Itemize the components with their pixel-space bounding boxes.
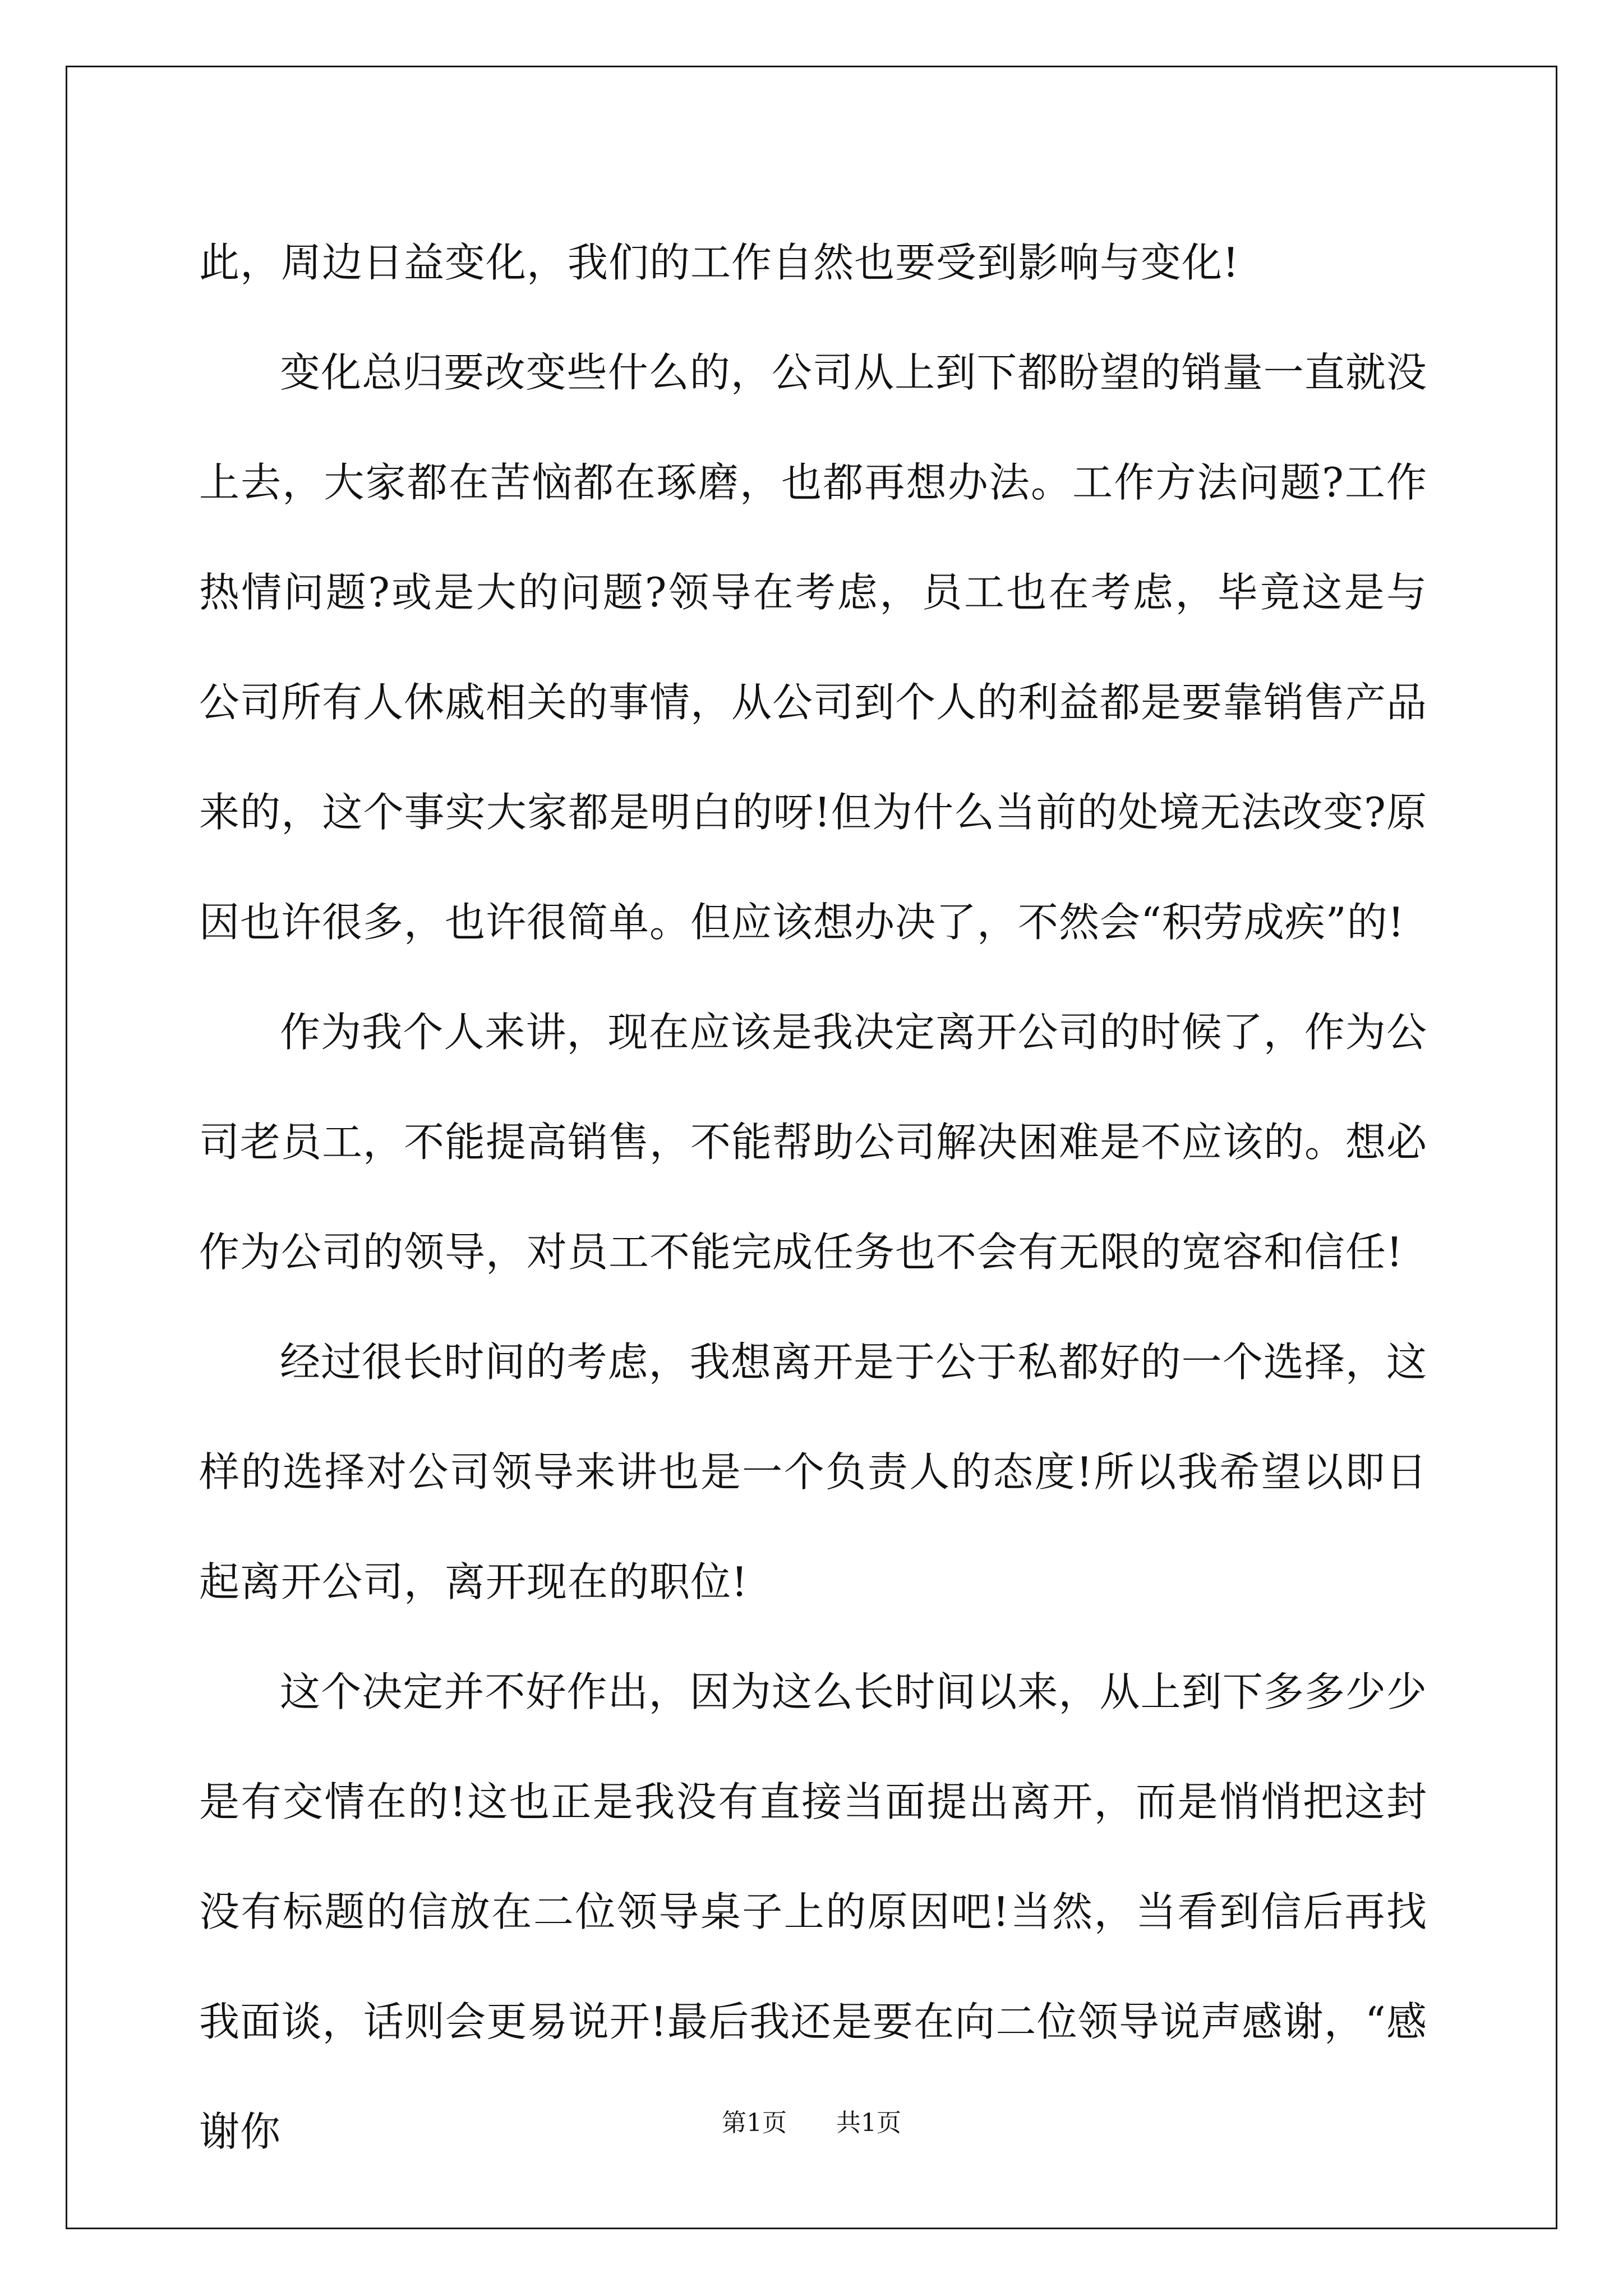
- page-number-total: 共1页: [836, 2109, 901, 2137]
- paragraph: 经过很长时间的考虑，我想离开是于公于私都好的一个选择，这样的选择对公司领导来讲也是一个负责人的态度!所以我希望以即日起离开公司，离开现在的职位!: [199, 1338, 1427, 1605]
- page-number-current: 第1页: [722, 2109, 787, 2137]
- page-footer: [0, 2102, 1623, 2138]
- paragraph: 此，周边日益变化，我们的工作自然也要受到影响与变化!: [199, 239, 1239, 286]
- paragraph: 这个决定并不好作出，因为这么长时间以来，从上到下多多少少是有交情在的!这也正是我没有直接当面提出离开，而是悄悄把这封没有标题的信放在二位领导桌子上的原因吧!当然，当看到信后再找我面谈，话则会更易说开!最后我还是要在向二位领导说声感谢，“感谢你: [199, 1668, 1427, 2155]
- document-body: [199, 208, 1427, 2187]
- paragraph: 变化总归要改变些什么的，公司从上到下都盼望的销量一直就没上去，大家都在苦恼都在琢磨，也都再想办法。工作方法问题?工作热情问题?或是大的问题?领导在考虑，员工也在考虑，毕竟这是与公司所有人休戚相关的事情，从公司到个人的利益都是要靠销售产品来的，这个事实大家都是明白的呀!但为什么当前的处境无法改变?原因也许很多，也许很简单。但应该想办决了，不然会“积劳成疾”的!: [199, 349, 1428, 946]
- paragraph: 作为我个人来讲，现在应该是我决定离开公司的时候了，作为公司老员工，不能提高销售，不能帮助公司解决困难是不应该的。想必作为公司的领导，对员工不能完成任务也不会有无限的宽容和信任!: [199, 1009, 1428, 1276]
